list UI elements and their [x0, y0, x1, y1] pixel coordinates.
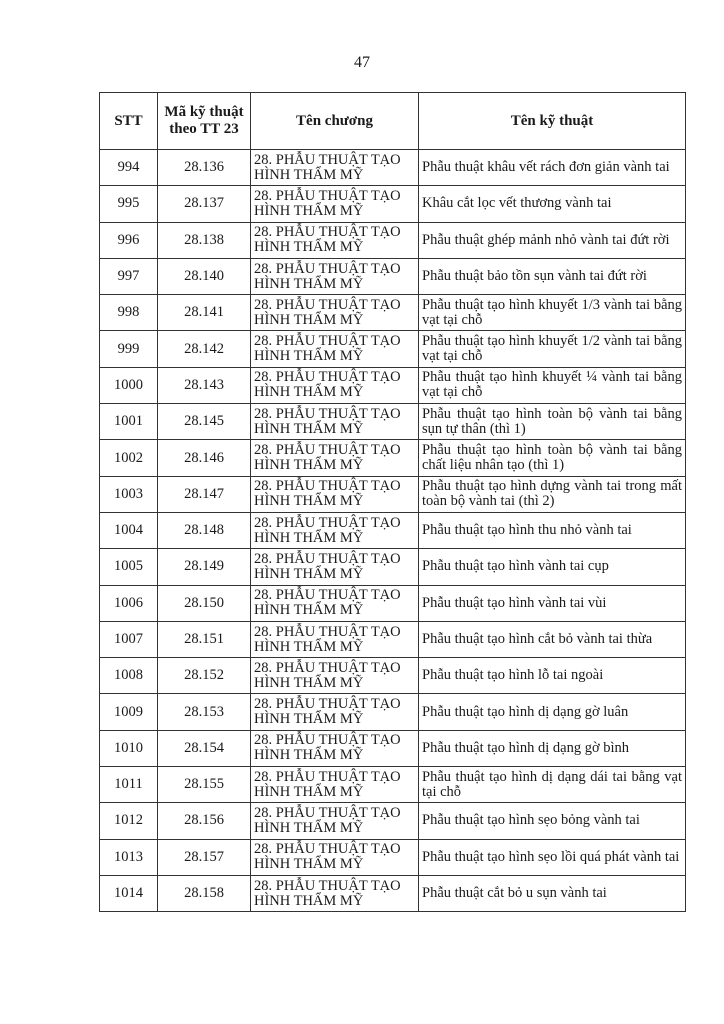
cell-technique: Phẫu thuật tạo hình toàn bộ vành tai bằng sụn tự thân (thì 1)	[419, 404, 686, 440]
cell-stt: 1008	[100, 658, 158, 694]
cell-code: 28.151	[158, 621, 251, 657]
table-row	[100, 295, 686, 331]
table-row	[100, 367, 686, 403]
cell-technique: Phẫu thuật tạo hình dị dạng dái tai bằng vạt tại chỗ	[419, 767, 686, 803]
cell-chapter: 28. PHẪU THUẬT TẠO HÌNH THẨM MỸ	[251, 512, 419, 548]
cell-technique: Phẫu thuật tạo hình vành tai cụp	[419, 549, 686, 585]
cell-code: 28.137	[158, 186, 251, 222]
cell-chapter: 28. PHẪU THUẬT TẠO HÌNH THẨM MỸ	[251, 585, 419, 621]
table-row	[100, 404, 686, 440]
cell-technique: Phẫu thuật khâu vết rách đơn giản vành tai	[419, 150, 686, 186]
cell-stt: 1005	[100, 549, 158, 585]
cell-chapter: 28. PHẪU THUẬT TẠO HÌNH THẨM MỸ	[251, 694, 419, 730]
cell-code: 28.152	[158, 658, 251, 694]
cell-chapter: 28. PHẪU THUẬT TẠO HÌNH THẨM MỸ	[251, 476, 419, 512]
cell-stt: 1003	[100, 476, 158, 512]
cell-code: 28.145	[158, 404, 251, 440]
cell-technique: Phẫu thuật tạo hình dị dạng gờ bình	[419, 730, 686, 766]
cell-stt: 995	[100, 186, 158, 222]
cell-technique: Phẫu thuật tạo hình dị dạng gờ luân	[419, 694, 686, 730]
cell-code: 28.150	[158, 585, 251, 621]
cell-technique: Phẫu thuật tạo hình cắt bỏ vành tai thừa	[419, 621, 686, 657]
cell-technique: Phẫu thuật tạo hình khuyết 1/2 vành tai bằng vạt tại chỗ	[419, 331, 686, 367]
table-row	[100, 186, 686, 222]
cell-technique: Phẫu thuật cắt bỏ u sụn vành tai	[419, 875, 686, 911]
table-row	[100, 730, 686, 766]
table-row	[100, 549, 686, 585]
cell-technique: Phẫu thuật tạo hình dựng vành tai trong mất toàn bộ vành tai (thì 2)	[419, 476, 686, 512]
table-row	[100, 585, 686, 621]
cell-chapter: 28. PHẪU THUẬT TẠO HÌNH THẨM MỸ	[251, 549, 419, 585]
cell-stt: 996	[100, 222, 158, 258]
cell-technique: Khâu cắt lọc vết thương vành tai	[419, 186, 686, 222]
cell-code: 28.148	[158, 512, 251, 548]
cell-chapter: 28. PHẪU THUẬT TẠO HÌNH THẨM MỸ	[251, 222, 419, 258]
cell-stt: 997	[100, 258, 158, 294]
cell-chapter: 28. PHẪU THUẬT TẠO HÌNH THẨM MỸ	[251, 295, 419, 331]
cell-chapter: 28. PHẪU THUẬT TẠO HÌNH THẨM MỸ	[251, 658, 419, 694]
cell-stt: 998	[100, 295, 158, 331]
table-row	[100, 621, 686, 657]
cell-stt: 1002	[100, 440, 158, 476]
cell-code: 28.156	[158, 803, 251, 839]
table-row	[100, 331, 686, 367]
table-body	[100, 150, 686, 912]
cell-chapter: 28. PHẪU THUẬT TẠO HÌNH THẨM MỸ	[251, 730, 419, 766]
cell-code: 28.149	[158, 549, 251, 585]
cell-code: 28.158	[158, 875, 251, 911]
cell-stt: 1011	[100, 767, 158, 803]
table-row	[100, 222, 686, 258]
cell-technique: Phẫu thuật tạo hình vành tai vùi	[419, 585, 686, 621]
cell-code: 28.153	[158, 694, 251, 730]
cell-technique: Phẫu thuật tạo hình sẹo lồi quá phát vành tai	[419, 839, 686, 875]
cell-chapter: 28. PHẪU THUẬT TẠO HÌNH THẨM MỸ	[251, 331, 419, 367]
cell-code: 28.136	[158, 150, 251, 186]
cell-code: 28.138	[158, 222, 251, 258]
cell-technique: Phẫu thuật tạo hình thu nhỏ vành tai	[419, 512, 686, 548]
cell-technique: Phẫu thuật tạo hình lỗ tai ngoài	[419, 658, 686, 694]
cell-stt: 1006	[100, 585, 158, 621]
cell-code: 28.143	[158, 367, 251, 403]
cell-stt: 1013	[100, 839, 158, 875]
cell-code: 28.147	[158, 476, 251, 512]
cell-chapter: 28. PHẪU THUẬT TẠO HÌNH THẨM MỸ	[251, 839, 419, 875]
cell-technique: Phẫu thuật bảo tồn sụn vành tai đứt rời	[419, 258, 686, 294]
page-number: 47	[354, 54, 370, 71]
table-row	[100, 258, 686, 294]
cell-code: 28.155	[158, 767, 251, 803]
cell-code: 28.140	[158, 258, 251, 294]
cell-code: 28.154	[158, 730, 251, 766]
cell-code: 28.146	[158, 440, 251, 476]
cell-chapter: 28. PHẪU THUẬT TẠO HÌNH THẨM MỸ	[251, 875, 419, 911]
cell-technique: Phẫu thuật tạo hình sẹo bỏng vành tai	[419, 803, 686, 839]
cell-chapter: 28. PHẪU THUẬT TẠO HÌNH THẨM MỸ	[251, 803, 419, 839]
cell-stt: 1000	[100, 367, 158, 403]
header-technique: Tên kỹ thuật	[419, 93, 686, 150]
header-chapter: Tên chương	[251, 93, 419, 150]
cell-stt: 1009	[100, 694, 158, 730]
table-header-row	[100, 93, 686, 150]
table-row	[100, 440, 686, 476]
cell-chapter: 28. PHẪU THUẬT TẠO HÌNH THẨM MỸ	[251, 150, 419, 186]
cell-stt: 1007	[100, 621, 158, 657]
table-row	[100, 476, 686, 512]
table-row	[100, 150, 686, 186]
cell-chapter: 28. PHẪU THUẬT TẠO HÌNH THẨM MỸ	[251, 404, 419, 440]
header-stt: STT	[100, 93, 158, 150]
table-row	[100, 875, 686, 911]
table-row	[100, 658, 686, 694]
cell-chapter: 28. PHẪU THUẬT TẠO HÌNH THẨM MỸ	[251, 767, 419, 803]
cell-technique: Phẫu thuật tạo hình khuyết 1/3 vành tai bằng vạt tại chỗ	[419, 295, 686, 331]
cell-chapter: 28. PHẪU THUẬT TẠO HÌNH THẨM MỸ	[251, 440, 419, 476]
cell-code: 28.142	[158, 331, 251, 367]
cell-chapter: 28. PHẪU THUẬT TẠO HÌNH THẨM MỸ	[251, 258, 419, 294]
cell-stt: 1004	[100, 512, 158, 548]
cell-stt: 1014	[100, 875, 158, 911]
table-row	[100, 767, 686, 803]
cell-technique: Phẫu thuật ghép mảnh nhỏ vành tai đứt rời	[419, 222, 686, 258]
table-row	[100, 803, 686, 839]
cell-stt: 1010	[100, 730, 158, 766]
header-code: Mã kỹ thuật theo TT 23	[158, 93, 251, 150]
cell-stt: 994	[100, 150, 158, 186]
cell-chapter: 28. PHẪU THUẬT TẠO HÌNH THẨM MỸ	[251, 186, 419, 222]
cell-chapter: 28. PHẪU THUẬT TẠO HÌNH THẨM MỸ	[251, 367, 419, 403]
cell-stt: 1012	[100, 803, 158, 839]
cell-stt: 999	[100, 331, 158, 367]
table-row	[100, 839, 686, 875]
cell-stt: 1001	[100, 404, 158, 440]
cell-technique: Phẫu thuật tạo hình toàn bộ vành tai bằng chất liệu nhân tạo (thì 1)	[419, 440, 686, 476]
table-row	[100, 694, 686, 730]
cell-code: 28.157	[158, 839, 251, 875]
technique-table	[99, 92, 686, 912]
cell-chapter: 28. PHẪU THUẬT TẠO HÌNH THẨM MỸ	[251, 621, 419, 657]
cell-code: 28.141	[158, 295, 251, 331]
table-row	[100, 512, 686, 548]
cell-technique: Phẫu thuật tạo hình khuyết ¼ vành tai bằng vạt tại chỗ	[419, 367, 686, 403]
